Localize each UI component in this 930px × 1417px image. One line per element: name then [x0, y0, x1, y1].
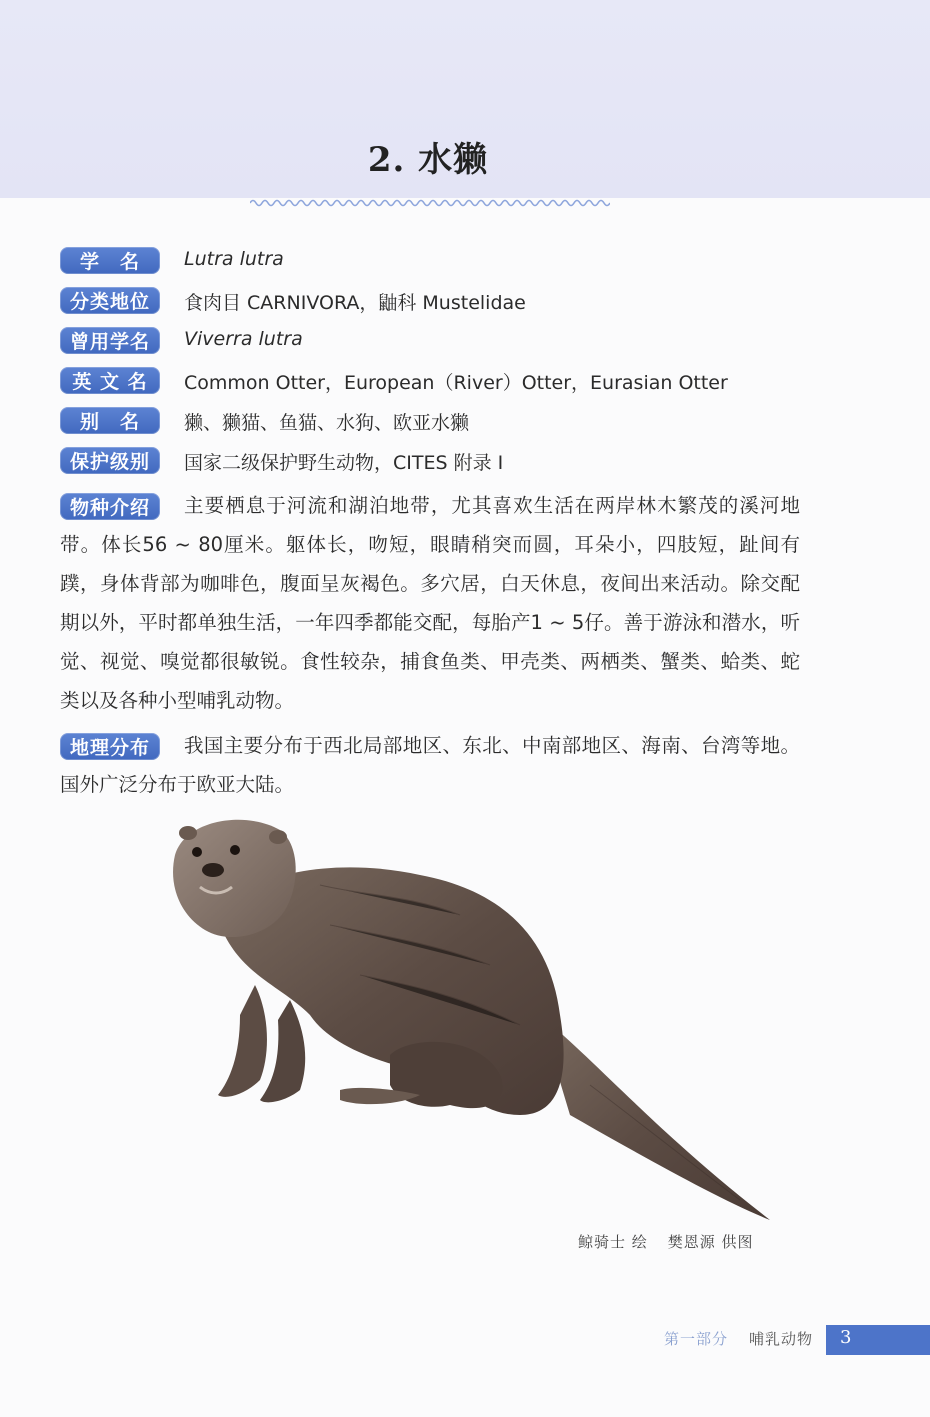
- footer-part: 第一部分: [664, 1330, 729, 1348]
- label-pill: 地理分布: [60, 733, 160, 760]
- label-pill: 英 文 名: [60, 367, 160, 394]
- page-number: 3: [840, 1327, 852, 1348]
- info-fields: [60, 246, 800, 804]
- label-pill: 别 名: [60, 407, 160, 434]
- field-protection-level: [60, 446, 800, 486]
- field-scientific-name: [60, 246, 800, 286]
- label-pill: 曾用学名: [60, 327, 160, 354]
- description-text: 主要栖息于河流和湖泊地带，尤其喜欢生活在两岸林木繁茂的溪河地带。体长56 ~ 80厘米。躯体长，吻短，眼睛稍突而圆，耳朵小，四肢短，趾间有蹼，身体背部为咖啡色，腹面呈灰褐色。多穴居，白天休息，夜间出来活动。除交配期以外，平时都单独生活，一年四季都能交配，每胎产1 ~ 5仔。善于游泳和潜水，听觉、视觉、嗅觉都很敏锐。食性较杂，捕食鱼类、甲壳类、两栖类、蟹类、蛤类、蛇类以及各种小型哺乳动物。: [60, 494, 800, 712]
- illustration-credit: [578, 1231, 774, 1252]
- label-pill: 物种介绍: [60, 493, 160, 520]
- field-classification: [60, 286, 800, 326]
- otter-illustration: [160, 815, 780, 1225]
- label-pill: 保护级别: [60, 447, 160, 474]
- field-value: 国家二级保护野生动物，CITES 附录 I: [184, 452, 504, 474]
- footer-section: 哺乳动物: [749, 1330, 814, 1348]
- field-value: 獭、獭猫、鱼猫、水狗、欧亚水獭: [184, 412, 470, 434]
- label-pill: 分类地位: [60, 287, 160, 314]
- species-description: [60, 486, 800, 720]
- page-title: 2. 水獭: [367, 140, 489, 180]
- field-value: 食肉目 CARNIVORA，鼬科 Mustelidae: [184, 292, 526, 314]
- field-english-name: [60, 366, 800, 406]
- credit-provider: 樊恩源 供图: [667, 1233, 754, 1251]
- label-pill: 学 名: [60, 247, 160, 274]
- credit-artist: 鲸骑士 绘: [578, 1233, 648, 1251]
- title-underline-wave: [250, 196, 610, 210]
- field-former-scientific-name: [60, 326, 800, 366]
- field-alias: [60, 406, 800, 446]
- geographic-distribution: [60, 726, 800, 804]
- field-value: Common Otter，European（River）Otter，Eurasian Otter: [184, 372, 728, 394]
- field-value: Viverra lutra: [184, 328, 303, 350]
- distribution-text: 我国主要分布于西北局部地区、东北、中南部地区、海南、台湾等地。国外广泛分布于欧亚大陆。: [60, 734, 800, 796]
- field-value: Lutra lutra: [184, 248, 284, 270]
